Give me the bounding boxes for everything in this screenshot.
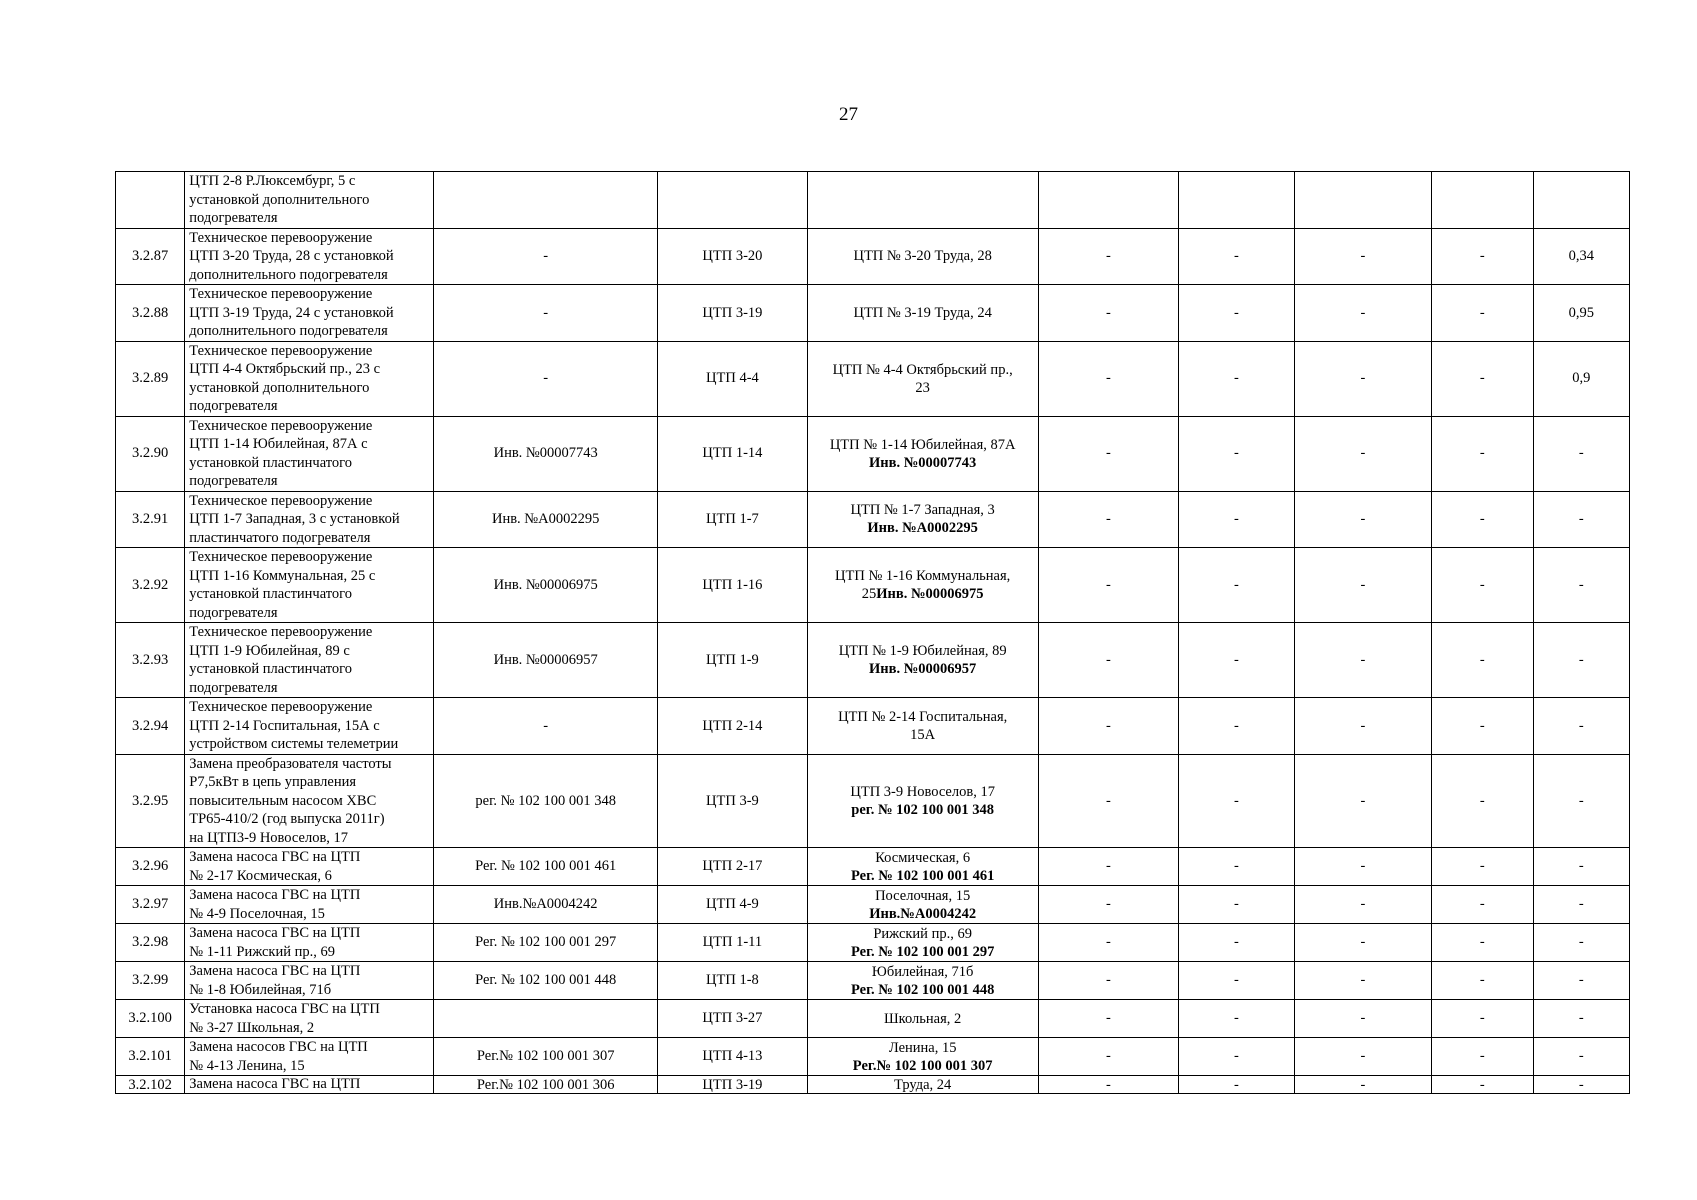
description-line: пластинчатого подогревателя xyxy=(189,529,371,546)
value-cell-2: - xyxy=(1179,1076,1294,1094)
location-text: Поселочная, 15 xyxy=(875,887,971,904)
value-cell-4: - xyxy=(1432,754,1533,848)
ctp-cell: ЦТП 3-9 xyxy=(658,754,808,848)
inventory-number-cell: Инв. №00006957 xyxy=(434,623,658,698)
value-cell-3: - xyxy=(1294,548,1432,623)
value-cell-3: - xyxy=(1294,491,1432,548)
value-cell-3: - xyxy=(1294,1076,1432,1094)
description-line: Техническое перевооружение xyxy=(189,624,373,640)
table-row xyxy=(116,962,1630,1000)
value-cell-2: - xyxy=(1179,1000,1294,1038)
ctp-cell: ЦТП 1-16 xyxy=(658,548,808,623)
row-number-cell: 3.2.97 xyxy=(116,886,185,924)
description-cell xyxy=(185,962,434,1000)
row-number-cell: 3.2.93 xyxy=(116,623,185,698)
location-text: Рижский пр., 69 xyxy=(873,925,972,942)
description-line: повысительным насосом ХВС xyxy=(189,792,377,809)
description-line: Замена насоса ГВС на ЦТП xyxy=(189,887,361,903)
inventory-number-cell: Инв.№А0004242 xyxy=(434,886,658,924)
location-text-continued: 15А xyxy=(910,726,936,743)
table-row xyxy=(116,172,1630,229)
ctp-cell: ЦТП 3-27 xyxy=(658,1000,808,1038)
value-cell-1 xyxy=(1038,172,1179,229)
description-line: Замена преобразователя частоты xyxy=(189,755,392,772)
description-line: ТР65-410/2 (год выпуска 2011г) xyxy=(189,811,385,827)
location-reg-number: Рег.№ 102 100 001 307 xyxy=(852,1057,993,1074)
value-cell-2: - xyxy=(1179,548,1294,623)
description-line: № 1-11 Рижский пр., 69 xyxy=(189,943,335,960)
location-reg-number: Инв. №00007743 xyxy=(869,454,977,471)
description-line: Техническое перевооружение xyxy=(189,417,373,434)
value-cell-2: - xyxy=(1179,962,1294,1000)
inventory-number-cell: Рег.№ 102 100 001 306 xyxy=(434,1076,658,1094)
description-line: ЦТП 3-19 Труда, 24 с установкой xyxy=(189,304,394,321)
value-cell-1: - xyxy=(1038,924,1179,962)
description-line: установкой дополнительного xyxy=(189,379,370,396)
description-line: ЦТП 4-4 Октябрьский пр., 23 с xyxy=(189,361,381,377)
row-number-cell: 3.2.89 xyxy=(116,341,185,416)
location-text: ЦТП № 1-7 Западная, 3 xyxy=(850,502,995,519)
description-line: ЦТП 2-14 Госпитальная, 15А с xyxy=(189,717,380,734)
ctp-cell: ЦТП 4-13 xyxy=(658,1038,808,1076)
value-cell-1: - xyxy=(1038,754,1179,848)
value-cell-5: 0,9 xyxy=(1533,341,1629,416)
location-text: ЦТП № 3-19 Труда, 24 xyxy=(853,304,992,321)
description-line: № 3-27 Школьная, 2 xyxy=(189,1019,315,1036)
description-line: Замена насоса ГВС на ЦТП xyxy=(189,925,361,941)
value-cell-2: - xyxy=(1179,228,1294,285)
value-cell-3: - xyxy=(1294,416,1432,491)
description-line: подогревателя xyxy=(189,604,278,621)
location-cell xyxy=(807,228,1038,285)
value-cell-5: - xyxy=(1533,1038,1629,1076)
location-cell xyxy=(807,623,1038,698)
location-text: Ленина, 15 xyxy=(888,1039,957,1056)
inventory-number-cell: Инв. №00006975 xyxy=(434,548,658,623)
location-reg-number: Рег. № 102 100 001 297 xyxy=(850,943,995,960)
value-cell-1: - xyxy=(1038,848,1179,886)
ctp-cell: ЦТП 1-7 xyxy=(658,491,808,548)
row-number-cell: 3.2.87 xyxy=(116,228,185,285)
description-cell xyxy=(185,848,434,886)
table-row xyxy=(116,848,1630,886)
investment-table xyxy=(115,171,1630,1094)
table-row xyxy=(116,341,1630,416)
value-cell-2: - xyxy=(1179,416,1294,491)
description-line: Техническое перевооружение xyxy=(189,286,373,302)
inventory-number-cell: Инв. №00007743 xyxy=(434,416,658,491)
ctp-cell: ЦТП 3-19 xyxy=(658,285,808,342)
table-row xyxy=(116,924,1630,962)
value-cell-5: - xyxy=(1533,962,1629,1000)
description-line: подогревателя xyxy=(189,210,278,226)
value-cell-1: - xyxy=(1038,548,1179,623)
description-line: Техническое перевооружение xyxy=(189,229,373,246)
location-text: Школьная, 2 xyxy=(884,1010,962,1027)
row-number-cell xyxy=(116,172,185,229)
location-cell xyxy=(807,1038,1038,1076)
value-cell-1: - xyxy=(1038,623,1179,698)
description-line: ЦТП 1-7 Западная, 3 с установкой xyxy=(189,511,400,527)
value-cell-5: - xyxy=(1533,924,1629,962)
value-cell-5: 0,95 xyxy=(1533,285,1629,342)
description-line: подогревателя xyxy=(189,679,278,696)
location-cell xyxy=(807,924,1038,962)
description-cell xyxy=(185,886,434,924)
location-text: ЦТП № 4-4 Октябрьский пр., xyxy=(832,361,1013,378)
row-number-cell: 3.2.88 xyxy=(116,285,185,342)
description-line: ЦТП 2-8 Р.Люксембург, 5 с xyxy=(189,173,356,189)
table-row xyxy=(116,1038,1630,1076)
value-cell-4: - xyxy=(1432,1000,1533,1038)
description-cell xyxy=(185,754,434,848)
inventory-number-cell: рег. № 102 100 001 348 xyxy=(434,754,658,848)
value-cell-2 xyxy=(1179,172,1294,229)
description-cell xyxy=(185,623,434,698)
description-cell xyxy=(185,698,434,755)
table-row xyxy=(116,416,1630,491)
location-reg-number: Инв.№А0004242 xyxy=(869,905,977,922)
ctp-cell: ЦТП 3-20 xyxy=(658,228,808,285)
value-cell-5: - xyxy=(1533,1076,1629,1094)
inventory-number-cell: Инв. №А0002295 xyxy=(434,491,658,548)
ctp-cell: ЦТП 1-11 xyxy=(658,924,808,962)
row-number-cell: 3.2.94 xyxy=(116,698,185,755)
location-text: ЦТП № 2-14 Госпитальная, xyxy=(838,708,1008,725)
table-row xyxy=(116,548,1630,623)
description-cell xyxy=(185,924,434,962)
value-cell-5: - xyxy=(1533,623,1629,698)
value-cell-5: - xyxy=(1533,754,1629,848)
description-line: дополнительного подогревателя xyxy=(189,266,388,283)
ctp-cell: ЦТП 1-14 xyxy=(658,416,808,491)
description-cell xyxy=(185,1038,434,1076)
value-cell-2: - xyxy=(1179,848,1294,886)
description-cell xyxy=(185,1000,434,1038)
location-text: Труда, 24 xyxy=(894,1076,952,1093)
description-cell xyxy=(185,491,434,548)
location-reg-number: Инв. №00006975 xyxy=(876,586,984,602)
description-line: установкой пластинчатого xyxy=(189,454,353,471)
location-reg-number: Инв. №00006957 xyxy=(869,661,977,677)
description-line: Техническое перевооружение xyxy=(189,492,373,509)
value-cell-4: - xyxy=(1432,341,1533,416)
row-number-cell: 3.2.100 xyxy=(116,1000,185,1038)
description-cell xyxy=(185,548,434,623)
value-cell-1: - xyxy=(1038,962,1179,1000)
value-cell-1: - xyxy=(1038,886,1179,924)
row-number-cell: 3.2.95 xyxy=(116,754,185,848)
value-cell-2: - xyxy=(1179,491,1294,548)
table-row xyxy=(116,285,1630,342)
value-cell-5: 0,34 xyxy=(1533,228,1629,285)
description-line: подогревателя xyxy=(189,473,278,489)
value-cell-1: - xyxy=(1038,1038,1179,1076)
value-cell-4: - xyxy=(1432,924,1533,962)
row-number-cell: 3.2.90 xyxy=(116,416,185,491)
value-cell-3: - xyxy=(1294,1000,1432,1038)
description-line: устройством системы телеметрии xyxy=(189,736,399,752)
location-cell xyxy=(807,285,1038,342)
value-cell-1: - xyxy=(1038,1000,1179,1038)
ctp-cell xyxy=(658,172,808,229)
inventory-number-cell: - xyxy=(434,341,658,416)
value-cell-1: - xyxy=(1038,285,1179,342)
location-reg-number: Рег. № 102 100 001 448 xyxy=(850,981,995,998)
value-cell-5: - xyxy=(1533,1000,1629,1038)
location-cell xyxy=(807,848,1038,886)
location-cell xyxy=(807,886,1038,924)
table-row xyxy=(116,1000,1630,1038)
value-cell-4: - xyxy=(1432,623,1533,698)
value-cell-3: - xyxy=(1294,228,1432,285)
location-text: ЦТП 3-9 Новоселов, 17 xyxy=(850,783,995,800)
ctp-cell: ЦТП 2-17 xyxy=(658,848,808,886)
description-line: Установка насоса ГВС на ЦТП xyxy=(189,1001,380,1017)
value-cell-3: - xyxy=(1294,623,1432,698)
value-cell-3: - xyxy=(1294,285,1432,342)
description-line: ЦТП 1-9 Юбилейная, 89 с xyxy=(189,642,350,659)
row-number-cell: 3.2.98 xyxy=(116,924,185,962)
location-text: ЦТП № 1-9 Юбилейная, 89 xyxy=(838,643,1007,659)
description-cell xyxy=(185,341,434,416)
value-cell-3: - xyxy=(1294,698,1432,755)
location-cell xyxy=(807,1076,1038,1094)
description-line: Замена насосов ГВС на ЦТП xyxy=(189,1039,368,1055)
value-cell-4 xyxy=(1432,172,1533,229)
row-number-cell: 3.2.101 xyxy=(116,1038,185,1076)
inventory-number-cell: - xyxy=(434,285,658,342)
ctp-cell: ЦТП 2-14 xyxy=(658,698,808,755)
description-line: № 2-17 Космическая, 6 xyxy=(189,867,332,884)
ctp-cell: ЦТП 1-8 xyxy=(658,962,808,1000)
description-line: дополнительного подогревателя xyxy=(189,323,388,339)
description-line: ЦТП 1-16 Коммунальная, 25 с xyxy=(189,567,376,584)
description-cell xyxy=(185,172,434,229)
description-cell xyxy=(185,1076,434,1094)
ctp-cell: ЦТП 3-19 xyxy=(658,1076,808,1094)
value-cell-3: - xyxy=(1294,924,1432,962)
value-cell-2: - xyxy=(1179,754,1294,848)
location-reg-number: Рег. № 102 100 001 461 xyxy=(850,867,995,884)
description-line: Техническое перевооружение xyxy=(189,699,373,715)
location-text: Юбилейная, 71б xyxy=(871,963,974,980)
description-cell xyxy=(185,416,434,491)
description-line: подогревателя xyxy=(189,398,278,414)
description-line: Техническое перевооружение xyxy=(189,342,373,359)
location-cell xyxy=(807,172,1038,229)
value-cell-2: - xyxy=(1179,698,1294,755)
description-line: № 1-8 Юбилейная, 71б xyxy=(189,981,332,998)
value-cell-1: - xyxy=(1038,228,1179,285)
value-cell-3: - xyxy=(1294,886,1432,924)
value-cell-1: - xyxy=(1038,416,1179,491)
description-line: установкой дополнительного xyxy=(189,191,370,208)
value-cell-4: - xyxy=(1432,962,1533,1000)
description-line: на ЦТП3-9 Новоселов, 17 xyxy=(189,829,349,846)
table-body xyxy=(116,172,1630,1094)
value-cell-4: - xyxy=(1432,416,1533,491)
inventory-number-cell: - xyxy=(434,228,658,285)
value-cell-3 xyxy=(1294,172,1432,229)
ctp-cell: ЦТП 1-9 xyxy=(658,623,808,698)
description-line: установкой пластинчатого xyxy=(189,661,353,677)
value-cell-5 xyxy=(1533,172,1629,229)
location-text: ЦТП № 3-20 Труда, 28 xyxy=(853,248,992,265)
location-reg-number: Инв. №А0002295 xyxy=(867,520,978,537)
location-cell xyxy=(807,548,1038,623)
row-number-cell: 3.2.102 xyxy=(116,1076,185,1094)
location-text: Космическая, 6 xyxy=(875,849,971,866)
value-cell-5: - xyxy=(1533,548,1629,623)
value-cell-5: - xyxy=(1533,886,1629,924)
inventory-number-cell xyxy=(434,172,658,229)
inventory-number-cell: Рег. № 102 100 001 461 xyxy=(434,848,658,886)
value-cell-5: - xyxy=(1533,698,1629,755)
value-cell-3: - xyxy=(1294,754,1432,848)
value-cell-5: - xyxy=(1533,491,1629,548)
description-line: Р7,5кВт в цепь управления xyxy=(189,774,357,790)
inventory-number-cell: - xyxy=(434,698,658,755)
description-line: ЦТП 3-20 Труда, 28 с установкой xyxy=(189,248,394,264)
value-cell-3: - xyxy=(1294,1038,1432,1076)
value-cell-4: - xyxy=(1432,848,1533,886)
value-cell-5: - xyxy=(1533,416,1629,491)
value-cell-2: - xyxy=(1179,886,1294,924)
value-cell-3: - xyxy=(1294,341,1432,416)
location-text: ЦТП № 1-16 Коммунальная, xyxy=(835,568,1011,584)
row-number-cell: 3.2.96 xyxy=(116,848,185,886)
description-line: Замена насоса ГВС на ЦТП xyxy=(189,963,361,979)
value-cell-3: - xyxy=(1294,848,1432,886)
description-line: № 4-9 Поселочная, 15 xyxy=(189,905,325,922)
inventory-number-cell: Рег. № 102 100 001 297 xyxy=(434,924,658,962)
value-cell-4: - xyxy=(1432,698,1533,755)
value-cell-2: - xyxy=(1179,924,1294,962)
location-cell xyxy=(807,491,1038,548)
location-cell xyxy=(807,754,1038,848)
location-text-continued: 23 xyxy=(915,379,930,396)
ctp-cell: ЦТП 4-9 xyxy=(658,886,808,924)
value-cell-4: - xyxy=(1432,1076,1533,1094)
location-cell xyxy=(807,416,1038,491)
row-number-cell: 3.2.92 xyxy=(116,548,185,623)
table-row xyxy=(116,886,1630,924)
page-number: 27 xyxy=(839,104,858,125)
description-line: Замена насоса ГВС на ЦТП xyxy=(189,849,361,865)
inventory-number-cell xyxy=(434,1000,658,1038)
location-cell xyxy=(807,1000,1038,1038)
value-cell-2: - xyxy=(1179,341,1294,416)
value-cell-3: - xyxy=(1294,962,1432,1000)
description-line: ЦТП 1-14 Юбилейная, 87А с xyxy=(189,436,368,452)
description-line: Замена насоса ГВС на ЦТП xyxy=(189,1076,361,1092)
ctp-cell: ЦТП 4-4 xyxy=(658,341,808,416)
location-text: ЦТП № 1-14 Юбилейная, 87А xyxy=(829,436,1016,453)
table-row xyxy=(116,228,1630,285)
value-cell-4: - xyxy=(1432,228,1533,285)
value-cell-2: - xyxy=(1179,1038,1294,1076)
value-cell-4: - xyxy=(1432,886,1533,924)
value-cell-5: - xyxy=(1533,848,1629,886)
value-cell-1: - xyxy=(1038,491,1179,548)
table-row xyxy=(116,1076,1630,1094)
value-cell-1: - xyxy=(1038,1076,1179,1094)
value-cell-4: - xyxy=(1432,548,1533,623)
description-cell xyxy=(185,285,434,342)
description-line: № 4-13 Ленина, 15 xyxy=(189,1057,305,1074)
row-number-cell: 3.2.91 xyxy=(116,491,185,548)
inventory-number-cell: Рег. № 102 100 001 448 xyxy=(434,962,658,1000)
table-row xyxy=(116,698,1630,755)
row-number-cell: 3.2.99 xyxy=(116,962,185,1000)
value-cell-1: - xyxy=(1038,698,1179,755)
value-cell-4: - xyxy=(1432,491,1533,548)
description-line: установкой пластинчатого xyxy=(189,586,353,602)
location-cell xyxy=(807,698,1038,755)
value-cell-4: - xyxy=(1432,1038,1533,1076)
value-cell-1: - xyxy=(1038,341,1179,416)
inventory-number-cell: Рег.№ 102 100 001 307 xyxy=(434,1038,658,1076)
location-cell xyxy=(807,341,1038,416)
location-text-continued: 25 xyxy=(861,586,877,602)
location-reg-number: рег. № 102 100 001 348 xyxy=(851,801,995,818)
table-row xyxy=(116,754,1630,848)
location-cell xyxy=(807,962,1038,1000)
value-cell-2: - xyxy=(1179,623,1294,698)
value-cell-4: - xyxy=(1432,285,1533,342)
description-cell xyxy=(185,228,434,285)
value-cell-2: - xyxy=(1179,285,1294,342)
description-line: Техническое перевооружение xyxy=(189,549,373,565)
table-row xyxy=(116,623,1630,698)
table-row xyxy=(116,491,1630,548)
